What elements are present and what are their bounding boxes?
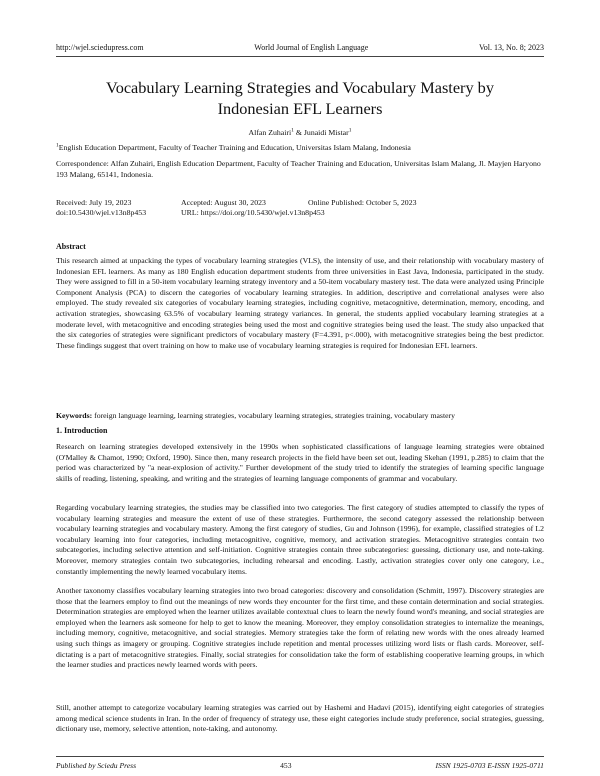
keywords-label: Keywords: xyxy=(56,411,93,420)
author-joiner: & xyxy=(293,128,304,137)
intro-paragraph: Research on learning strategies developed extensively in the 1990s when sophisticated classifications of language learning strategies were obtained (O'Malley & Chamot, 1990; Oxford, 1990). Since then, many research projects in the field have been set out, leading Skehan (1991, p.285) to claim that the period was characterized by "a near-explosion of activity." Further development of the study tried to identify the strategies of learning specific language skills of reading, listening, speaking, and writing and the strategies of learning language components of grammar and vocabulary. xyxy=(56,442,544,483)
author-affil-sup: 1 xyxy=(291,127,294,134)
publication-dates xyxy=(56,198,544,218)
author-line xyxy=(56,128,544,138)
affiliation-sup: 1 xyxy=(56,142,59,149)
affiliation-text: English Education Department, Faculty of Teacher Training and Education, Universitas Islam Malang, Indonesia xyxy=(58,143,411,152)
issn: ISSN 1925-0703 E-ISSN 1925-0711 xyxy=(435,761,544,770)
intro-paragraph: Still, another attempt to categorize vocabulary learning strategies was carried out by Hashemi and Hadavi (2015), identifying eight categories of strategies among medical science students in Iran. In the order of frequency of strategy use, these eight categories include study preference, social strategies, guessing, dictionary use, memory, selective attention, note-taking, and autonomy. xyxy=(56,703,544,734)
journal-name: World Journal of English Language xyxy=(254,43,369,52)
header-divider xyxy=(56,56,544,57)
volume-info: Vol. 13, No. 8; 2023 xyxy=(479,43,544,52)
running-header xyxy=(56,43,544,53)
author-name: Junaidi Mistar xyxy=(303,128,349,137)
accepted-date: Accepted: August 30, 2023 xyxy=(181,198,266,207)
page-number: 453 xyxy=(280,761,292,770)
affiliation xyxy=(56,143,544,153)
publisher: Published by Sciedu Press xyxy=(56,761,137,770)
published-date: Online Published: October 5, 2023 xyxy=(308,198,417,207)
page-footer xyxy=(56,761,544,770)
intro-paragraph: Another taxonomy classifies vocabulary learning strategies into two broad categories: discovery and consolidation (Schmitt, 1997). Discovery strategies are those that the learners employ to find out the meanings of new words they encounter for the first time, and these contain determination and social strategies. Determination strategies are employed when the learner utilizes available contextual clues to learn the newly found word's meaning, and social strategies are employed when the learners ask someone for help to get to know the meaning. Moreover, they employ consolidation strategies to internalize the meanings, including memory, cognitive, metacognitive, and social strategies. Memory strategies take the form of relating new words with the ones already learned using such things as imagery or grouping. Cognitive strategies include repetition and mental processes utilizing word lists or flash cards. Moreover, self-dictating is a part of metacognitive strategies. Finally, social strategies for consolidation take the form of establishing cooperative learning groups, in which the learner studies and practices newly learned words with peers. xyxy=(56,586,544,670)
section-heading-introduction: 1. Introduction xyxy=(56,426,108,435)
footer-divider xyxy=(56,756,544,757)
author-name: Alfan Zuhairi xyxy=(248,128,292,137)
keywords xyxy=(56,411,544,422)
correspondence: Correspondence: Alfan Zuhairi, English Education Department, Faculty of Teacher Training and Education, Universitas Islam Malang, Jl. Mayjen Haryono 193 Malang, 65141, Indonesia. xyxy=(56,159,541,179)
doi-url[interactable]: URL: https://doi.org/10.5430/wjel.v13n8p453 xyxy=(181,208,325,217)
journal-url[interactable]: http://wjel.sciedupress.com xyxy=(56,43,144,52)
received-date: Received: July 19, 2023 xyxy=(56,198,132,207)
intro-paragraph: Regarding vocabulary learning strategies, the studies may be classified into two categories. The first category of studies attempted to classify the types of vocabulary learning strategies and measure the extent of use of these strategies. Furthermore, the second category assessed the relationship between vocabulary learning strategies and vocabulary mastery. Among the first category of studies, Gu and Johnson (1996), for example, classified strategies of L2 vocabulary learning into four categories, including metacognitive, cognitive, memory, and activation strategies. Metacognitive strategies contain two subcategories, including selective attention and self-initiation. Cognitive strategies contain three subcategories: guessing, dictionary use, and note-taking. Moreover, memory strategies contain two subcategories, including rehearsal and encoding. Lastly, activation strategies cover only one category, i.e., constantly implementing the newly learned vocabulary items. xyxy=(56,503,544,576)
paper-title: Vocabulary Learning Strategies and Vocabulary Mastery by Indonesian EFL Learners xyxy=(106,78,494,118)
abstract-text: This research aimed at unpacking the types of vocabulary learning strategies (VLS), the intensity of use, and their relationship with vocabulary mastery of Indonesian EFL learners. As many as 180 English education department students from three universities in East Java, Indonesia, participated in the study. They were assigned to fill in a 50-item vocabulary learning strategy inventory and a 50-item vocabulary mastery test. The data were analyzed using Principle Component Analysis (PCA) to discern the categories of vocabulary learning strategies. In addition, descriptive and correlational analyses were also employed. The study revealed six categories of vocabulary learning strategies, including cognitive, metacognitive, determination, memory, encoding, and activation strategies, showcasing 63.5% of vocabulary learning strategy variances. In general, the students applied vocabulary learning strategies at a moderate level, with metacognitive and encoding strategies being used the most and cognitive strategies being used the least. The study also unpacked that the six categories of strategies were significant predictors of vocabulary mastery (F=4.391, p<.000), with metacognitive strategies being the best predictor. These findings suggest that overt training on how to make use of vocabulary learning strategies is required for Indonesian EFL learners. xyxy=(56,256,544,350)
author-affil-sup: 1 xyxy=(348,127,352,134)
keywords-text: foreign language learning, learning strategies, vocabulary learning strategies, strategies training, vocabulary mastery xyxy=(92,411,455,420)
doi[interactable]: doi:10.5430/wjel.v13n8p453 xyxy=(56,208,147,217)
abstract-heading: Abstract xyxy=(56,242,86,251)
